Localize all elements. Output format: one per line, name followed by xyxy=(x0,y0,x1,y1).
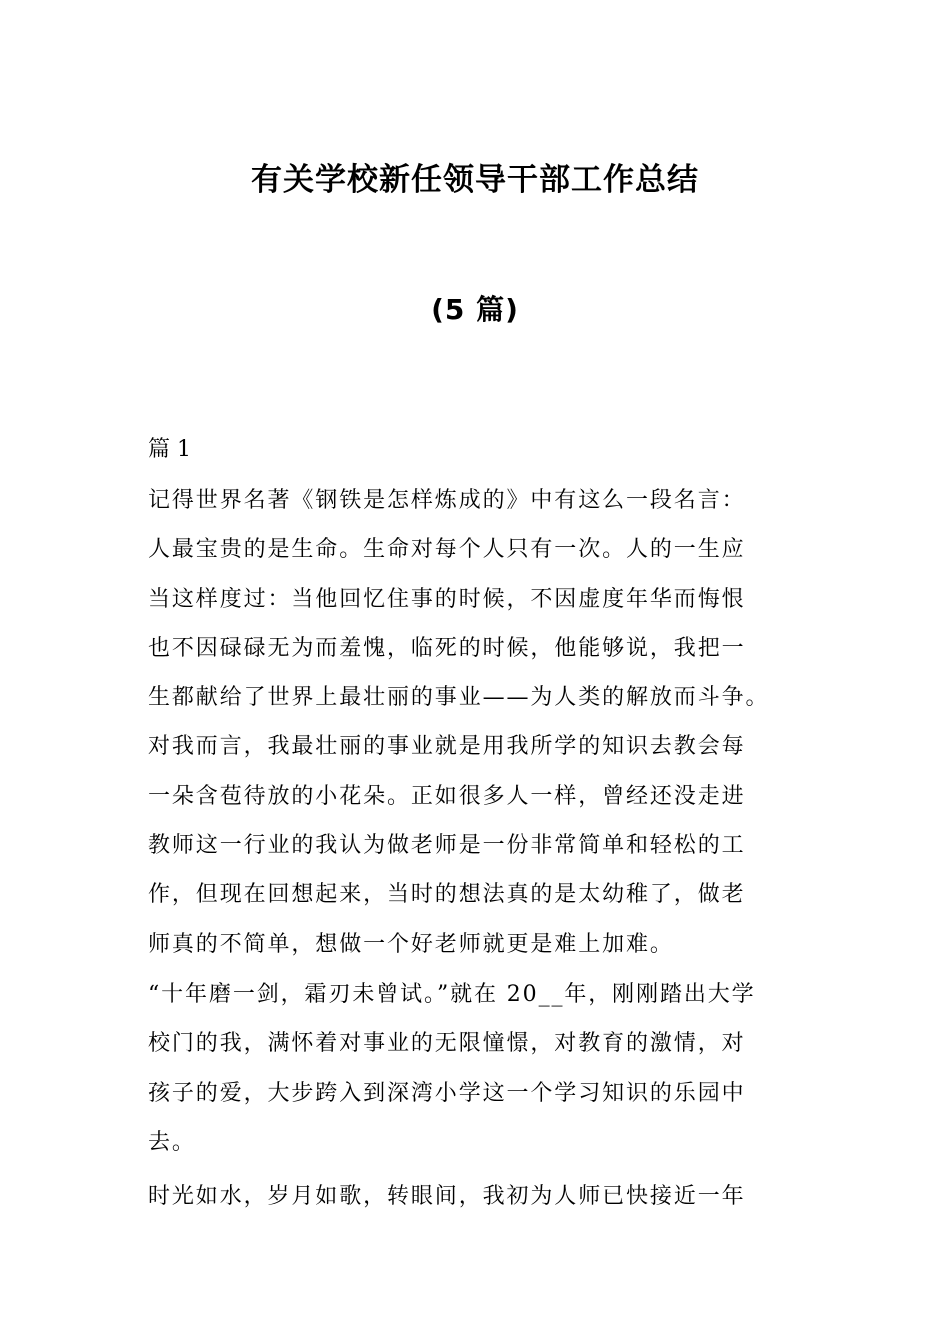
text-line: 记得世界名著《钢铁是怎样炼成的》中有这么一段名言： xyxy=(148,488,746,513)
document-subtitle: (5 篇) xyxy=(431,293,519,326)
text-line: 去。 xyxy=(148,1129,196,1155)
text-line: 师真的不简单，想做一个好老师就更是难上加难。 xyxy=(148,931,674,957)
text-line: 也不因碌碌无为而羞愧，临死的时候，他能够说，我把一 xyxy=(148,635,746,661)
text-line: “十年磨一剑，霜刃未曾试。”就在 20__年，刚刚踏出大学 xyxy=(148,982,756,1007)
text-line: 对我而言，我最壮丽的事业就是用我所学的知识去教会每 xyxy=(148,734,746,760)
text-line: 校门的我，满怀着对事业的无限憧憬，对教育的激情，对 xyxy=(148,1031,746,1057)
text-line: 生都献给了世界上最壮丽的事业——为人类的解放而斗争。 xyxy=(148,685,770,711)
paragraph-3 xyxy=(148,1172,808,1221)
document-title: 有关学校新任领导干部工作总结 xyxy=(251,162,699,198)
section-heading: 篇 1 xyxy=(148,437,191,462)
paragraph-1 xyxy=(148,476,808,969)
text-line: 当这样度过：当他回忆住事的时候，不因虚度年华而悔恨 xyxy=(148,586,746,612)
text-line: 人最宝贵的是生命。生命对每个人只有一次。人的一生应 xyxy=(148,537,746,563)
text-line: 作，但现在回想起来，当时的想法真的是太幼稚了，做老 xyxy=(148,882,746,908)
paragraph-2 xyxy=(148,970,808,1167)
text-line: 时光如水，岁月如歌，转眼间，我初为人师已快接近一年 xyxy=(148,1184,746,1209)
text-line: 教师这一行业的我认为做老师是一份非常简单和轻松的工 xyxy=(148,833,746,859)
text-line: 一朵含苞待放的小花朵。正如很多人一样，曾经还没走进 xyxy=(148,783,746,809)
text-line: 孩子的爱，大步跨入到深湾小学这一个学习知识的乐园中 xyxy=(148,1080,746,1106)
